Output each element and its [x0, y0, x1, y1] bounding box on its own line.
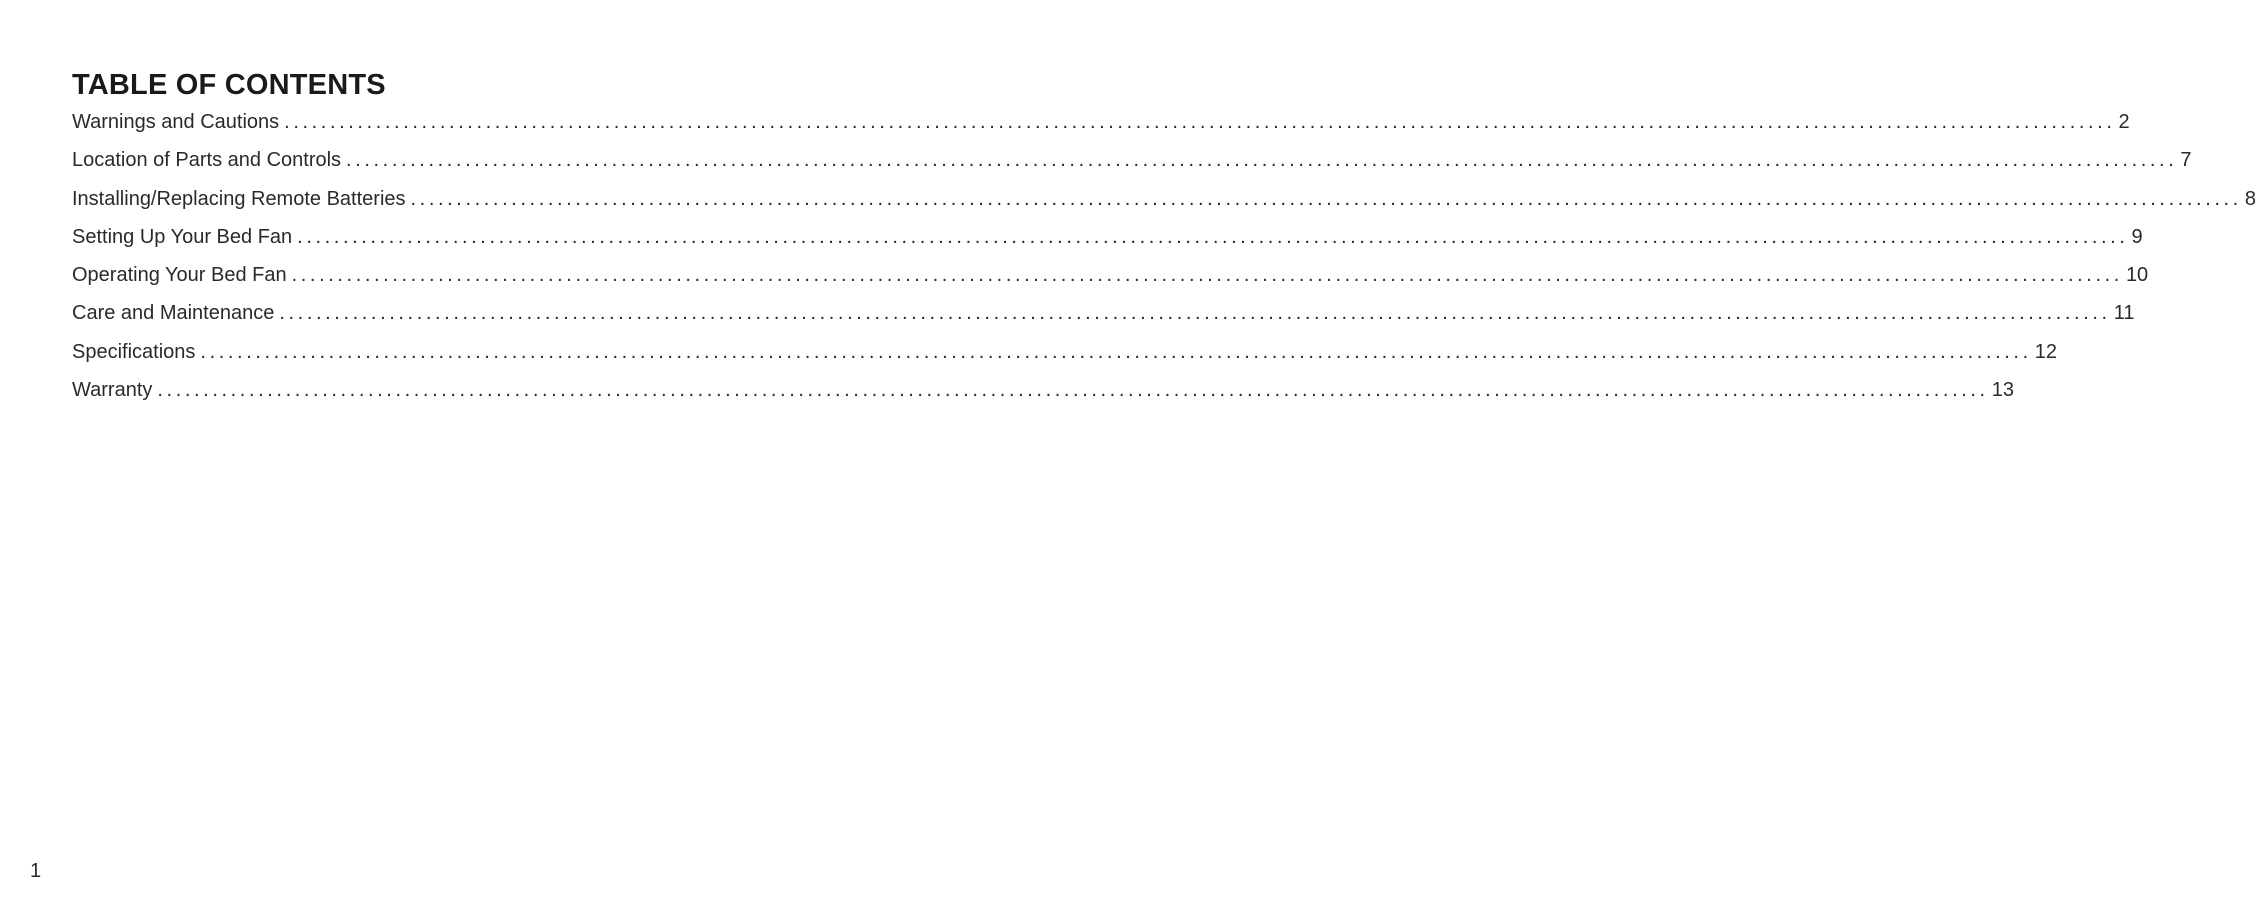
toc-leader-dots: ........................................................................................................................................................................................................: [284, 111, 2116, 133]
toc-entry-page: 10: [2125, 264, 2149, 287]
toc-entry-label: Specifications: [72, 340, 196, 363]
page-number: 1: [30, 860, 42, 882]
toc-entry-warnings: [71, 109, 2130, 147]
toc-leader-dots: ........................................................................................................................................................................................................: [157, 379, 1989, 402]
toc-entry-operating: [71, 262, 2149, 300]
toc-entry-parts-controls: [71, 147, 2192, 185]
toc-leader-dots: ........................................................................................................................................................................................................: [200, 340, 2032, 363]
toc-entry-label: Warnings and Cautions: [72, 111, 280, 133]
toc-list: [71, 109, 2256, 415]
toc-leader-dots: ........................................................................................................................................................................................................: [291, 264, 2123, 287]
toc-title: TABLE OF CONTENTS: [72, 69, 386, 101]
toc-entry-label: Warranty: [72, 379, 153, 402]
toc-leader-dots: ........................................................................................................................................................................................................: [346, 149, 2178, 172]
toc-entry-label: Operating Your Bed Fan: [72, 264, 287, 287]
toc-entry-label: Care and Maintenance: [72, 302, 275, 325]
toc-entry-setting-up: [71, 224, 2143, 262]
toc-entry-label: Setting Up Your Bed Fan: [72, 225, 293, 248]
toc-leader-dots: ........................................................................................................................................................................................................: [410, 187, 2242, 210]
toc-entry-warranty: [71, 377, 2014, 415]
table-of-contents: [71, 66, 2256, 415]
toc-leader-dots: ........................................................................................................................................................................................................: [279, 302, 2111, 325]
toc-entry-label: Location of Parts and Controls: [72, 149, 342, 172]
toc-leader-dots: ........................................................................................................................................................................................................: [297, 225, 2129, 248]
toc-entry-page: 9: [2131, 225, 2143, 248]
toc-entry-specifications: [71, 339, 2057, 377]
toc-entry-page: 13: [1991, 379, 2014, 402]
toc-entry-page: 2: [2118, 111, 2130, 133]
toc-entry-page: 8: [2244, 187, 2256, 210]
toc-entry-care-maintenance: [71, 300, 2135, 338]
toc-entry-page: 11: [2113, 302, 2135, 325]
toc-entry-page: 12: [2034, 340, 2057, 363]
toc-entry-page: 7: [2180, 149, 2192, 172]
toc-entry-label: Installing/Replacing Remote Batteries: [72, 187, 406, 210]
toc-entry-remote-batteries: [71, 186, 2256, 224]
